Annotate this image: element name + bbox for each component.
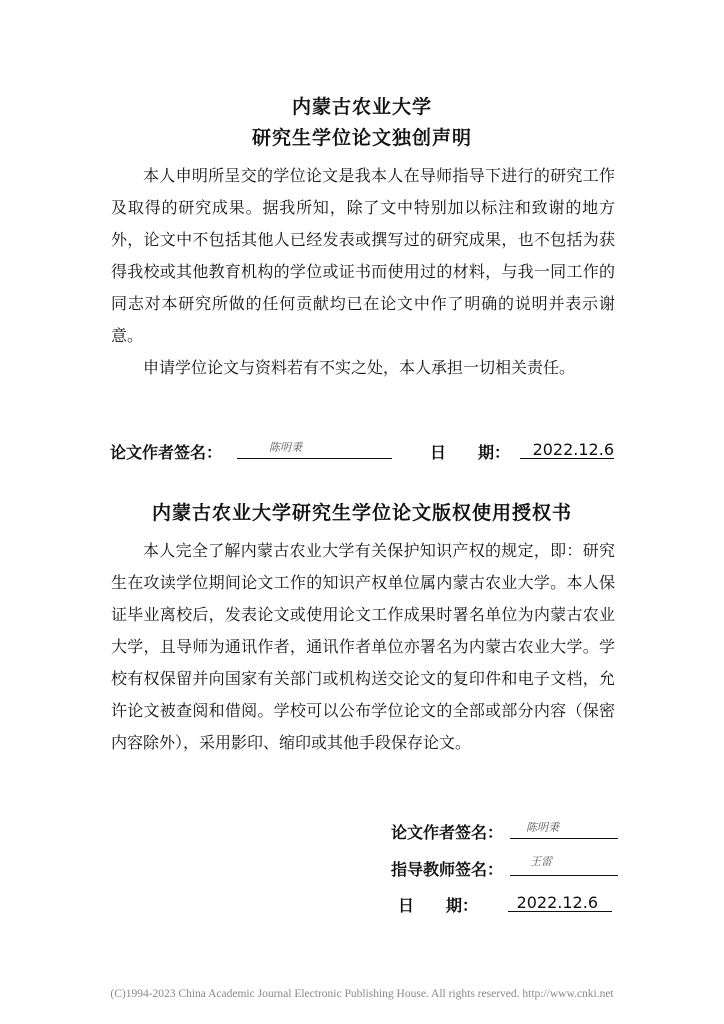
declaration-body <box>111 160 615 384</box>
author-signature: 陈明秉 <box>269 441 302 454</box>
authorization-paragraph-1: 本人完全了解内蒙古农业大学有关保护知识产权的规定，即：研究生在攻读学位期间论文工作的知识产权单位属内蒙古农业大学。本人保证毕业离校后，发表论文或使用论文工作成果时署名单位为内蒙古农业大学，且导师为通讯作者，通讯作者单位亦署名为内蒙古农业大学。学校有权保留并向国家有关部门或机构送交论文的复印件和电子文档，允许论文被查阅和借阅。学校可以公布学位论文的全部或部分内容（保密内容除外），采用影印、缩印或其他手段保存论文。 <box>111 541 615 752</box>
university-title: 内蒙古农业大学 <box>291 96 432 118</box>
declaration-paragraph-2: 申请学位论文与资料若有不实之处，本人承担一切相关责任。 <box>143 358 576 377</box>
date-line <box>520 437 614 459</box>
advisor-signature-label: 指导教师签名： <box>391 860 504 879</box>
date-value: 2022.12.6 <box>532 440 614 459</box>
author-signature-label-2: 论文作者签名： <box>391 823 504 842</box>
date-label: 日 期： <box>430 443 511 462</box>
advisor-signature: 王雷 <box>530 855 552 868</box>
date-label-2: 日 期： <box>398 896 479 915</box>
declaration-title: 研究生学位论文独创声明 <box>251 127 472 149</box>
advisor-signature-line <box>510 853 618 876</box>
author-signature-line-2 <box>510 817 618 839</box>
author-signature-line <box>237 437 392 459</box>
date-value-2: 2022.12.6 <box>516 893 598 912</box>
authorization-body <box>111 535 615 759</box>
author-signature-label: 论文作者签名： <box>110 443 223 462</box>
author-signature-2: 陈明秉 <box>526 821 559 834</box>
declaration-paragraph-1: 本人申明所呈交的学位论文是我本人在导师指导下进行的研究工作及取得的研究成果。据我所知，除了文中特别加以标注和致谢的地方外，论文中不包括其他人已经发表或撰写过的研究成果，也不包括为获得我校或其他教育机构的学位或证书而使用过的材料，与我一同工作的同志对本研究所做的任何贡献均已在论文中作了明确的说明并表示谢意。 <box>111 166 615 345</box>
copyright-footer: (C)1994-2023 China Academic Journal Electronic Publishing House. All rights reserved. http://www.cnki.net <box>110 988 614 1000</box>
authorization-title: 内蒙古农业大学研究生学位论文版权使用授权书 <box>151 502 572 524</box>
date-line-2 <box>508 890 612 912</box>
